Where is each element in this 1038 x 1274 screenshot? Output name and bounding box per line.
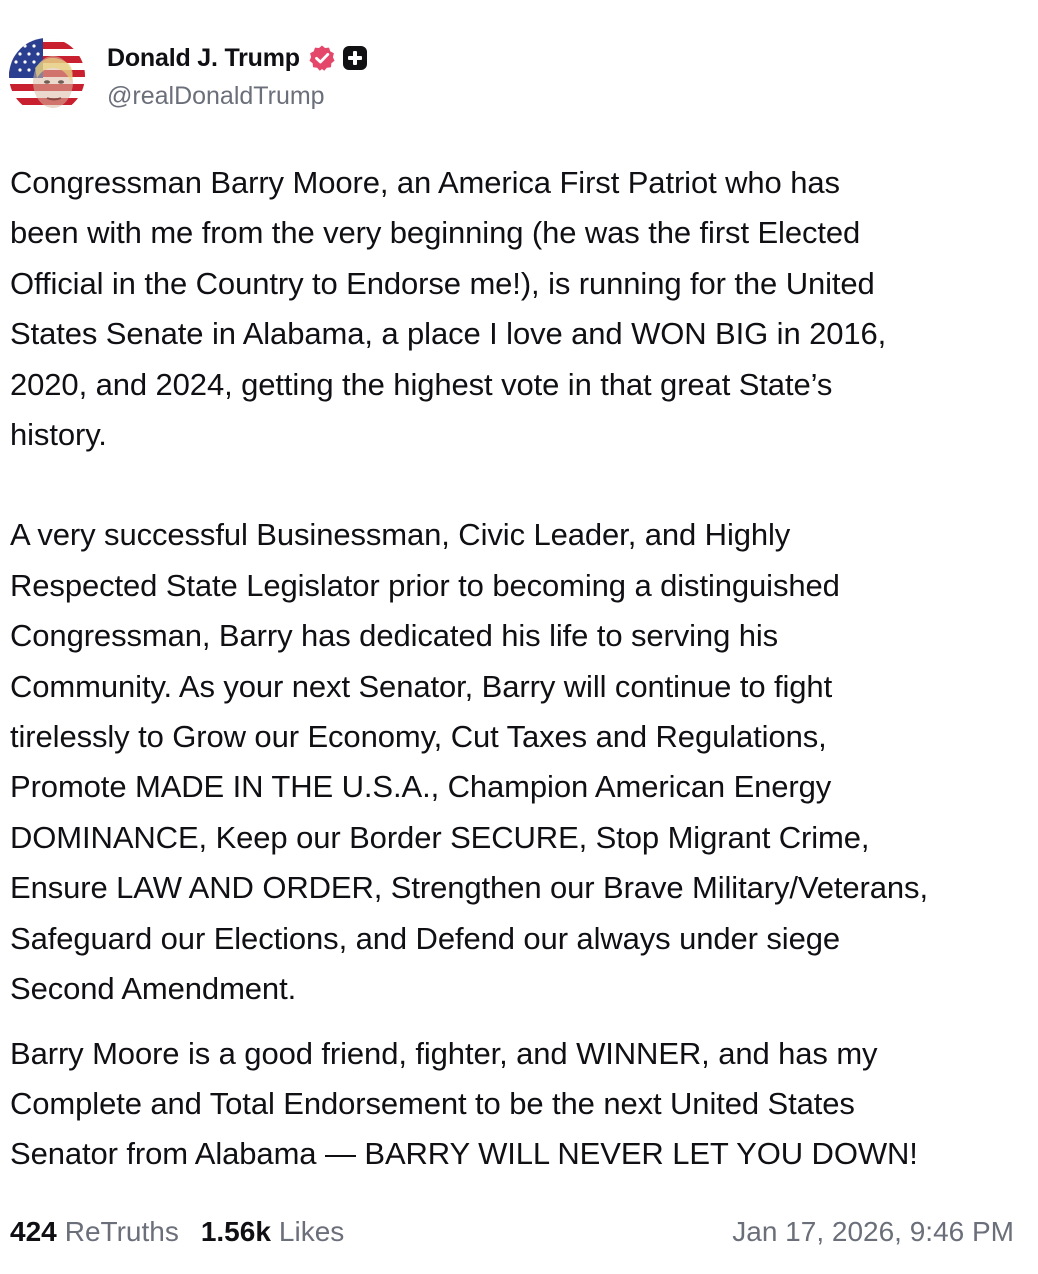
author-display-name[interactable]: Donald J. Trump (107, 43, 300, 72)
likes-label: Likes (278, 1216, 345, 1247)
post-timestamp[interactable]: Jan 17, 2026, 9:46 PM (732, 1216, 1014, 1247)
retruths-label: ReTruths (64, 1216, 179, 1247)
retruths-count: 424 (10, 1216, 57, 1247)
post-body (10, 158, 1025, 1180)
post-paragraph: Barry Moore is a good friend, fighter, and WINNER, and has my Complete and Total Endorsement to be the next United States Senator from Alabama — BARRY WILL NEVER LET YOU DOWN! (10, 1035, 918, 1172)
author-handle[interactable]: @realDonaldTrump (107, 82, 325, 110)
name-row (107, 38, 368, 78)
likes-stat[interactable] (201, 1216, 344, 1248)
post-paragraph: A very successful Businessman, Civic Leader, and Highly Respected State Legislator prior to becoming a distinguished Congressman, Barry has dedicated his life to serving his Community. As your next Senator, Barry will continue to fight tirelessly to Grow our Economy, Cut Taxes and Regulations, Promote MADE IN THE U.S.A., Champion American Energy DOMINANCE, Keep our Border SECURE, Stop Migrant Crime, Ensure LAW AND ORDER, Strengthen our Brave Military/Veterans, Safeguard our Elections, and Defend our always under siege Second Amendment. (10, 517, 928, 1007)
post-footer (10, 1210, 1014, 1254)
post-paragraph: Congressman Barry Moore, an America First Patriot who has been with me from the very beginning (he was the first Elected Official in the Country to Endorse me!), is running for the United States Senate in Alabama, a place I love and WON BIG in 2016, 2020, and 2024, getting the highest vote in that great State’s history. (10, 165, 887, 453)
verified-badge-icon (308, 44, 336, 72)
post-header (9, 38, 368, 114)
likes-count: 1.56k (200, 1216, 271, 1247)
avatar[interactable] (9, 38, 85, 114)
author-identity (107, 38, 368, 114)
plus-badge-icon (342, 45, 368, 71)
retruths-stat[interactable] (10, 1216, 179, 1248)
flag-portrait-avatar-icon (9, 38, 85, 114)
